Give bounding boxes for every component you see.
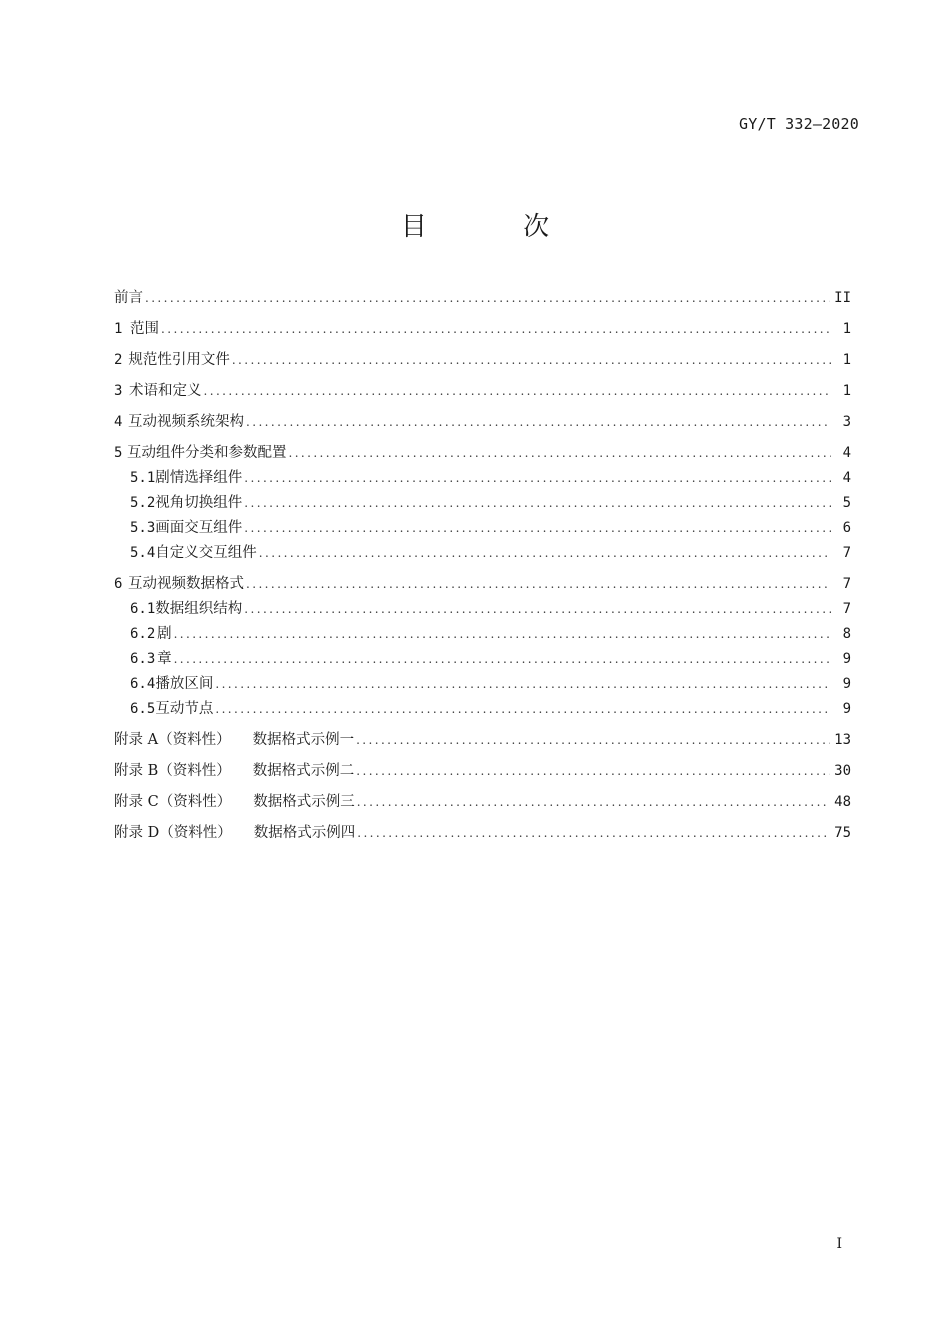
toc-entry-number: 5.4 bbox=[130, 545, 156, 561]
toc-entry-page: 4 bbox=[842, 470, 851, 486]
toc-entry-number: 5 bbox=[114, 445, 123, 461]
toc-entry-5[interactable] bbox=[114, 441, 851, 466]
toc-entry-foreword[interactable] bbox=[114, 286, 851, 311]
toc-entry-6-2[interactable] bbox=[114, 622, 851, 647]
toc-entry-page: 7 bbox=[842, 545, 851, 561]
toc-entry-page: 30 bbox=[834, 763, 851, 779]
toc-entry-page: 5 bbox=[842, 495, 851, 511]
toc-entry-page: 7 bbox=[842, 601, 851, 617]
table-of-contents bbox=[114, 286, 851, 846]
toc-leader-dots bbox=[215, 697, 831, 722]
toc-entry-5-2[interactable] bbox=[114, 491, 851, 516]
toc-entry-6-5[interactable] bbox=[114, 697, 851, 722]
toc-entry-label: 互动视频数据格式 bbox=[128, 576, 245, 592]
toc-entry-2[interactable] bbox=[114, 348, 851, 373]
toc-entry-label: 剧 bbox=[157, 626, 172, 642]
toc-entry-label: 范围 bbox=[130, 321, 160, 337]
toc-entry-page: 4 bbox=[842, 445, 851, 461]
appendix-tag: 附录 B（资料性） bbox=[114, 763, 231, 779]
appendix-tag: 附录 A（资料性） bbox=[114, 732, 231, 748]
toc-entry-page: 75 bbox=[834, 825, 851, 841]
toc-leader-dots bbox=[246, 572, 831, 597]
toc-entry-number: 5.1 bbox=[130, 470, 156, 486]
toc-entry-label: 数据格式示例三 bbox=[253, 794, 355, 810]
toc-entry-page: 6 bbox=[842, 520, 851, 536]
toc-entry-page: 1 bbox=[842, 352, 851, 368]
toc-entry-number: 2 bbox=[114, 352, 123, 368]
toc-entry-appendix-b[interactable] bbox=[114, 759, 851, 784]
toc-entry-page: 8 bbox=[842, 626, 851, 642]
toc-entry-label: 画面交互组件 bbox=[155, 520, 243, 536]
toc-leader-dots bbox=[244, 597, 831, 622]
toc-entry-5-1[interactable] bbox=[114, 466, 851, 491]
toc-leader-dots bbox=[244, 516, 831, 541]
toc-entry-number: 5.3 bbox=[130, 520, 156, 536]
toc-entry-label: 数据组织结构 bbox=[155, 601, 243, 617]
toc-entry-page: 3 bbox=[842, 414, 851, 430]
toc-entry-label: 术语和定义 bbox=[129, 383, 202, 399]
toc-leader-dots bbox=[145, 286, 830, 311]
toc-entry-number: 6.3 bbox=[130, 651, 156, 667]
toc-entry-page: 7 bbox=[842, 576, 851, 592]
toc-entry-label: 自定义交互组件 bbox=[155, 545, 257, 561]
toc-entry-label: 播放区间 bbox=[155, 676, 214, 692]
toc-entry-page: 9 bbox=[842, 651, 851, 667]
toc-leader-dots bbox=[244, 491, 831, 516]
toc-entry-label: 数据格式示例二 bbox=[252, 763, 355, 779]
toc-leader-dots bbox=[357, 790, 830, 815]
toc-entry-number: 6.5 bbox=[130, 701, 156, 717]
appendix-tag: 附录 C（资料性） bbox=[114, 794, 232, 810]
toc-entry-6-3[interactable] bbox=[114, 647, 851, 672]
page-number: I bbox=[836, 1236, 842, 1252]
toc-entry-page: 9 bbox=[842, 701, 851, 717]
toc-entry-6[interactable] bbox=[114, 572, 851, 597]
toc-leader-dots bbox=[161, 317, 831, 342]
toc-entry-label: 数据格式示例一 bbox=[252, 732, 355, 748]
toc-entry-label: 互动组件分类和参数配置 bbox=[126, 445, 287, 461]
toc-entry-label: 视角切换组件 bbox=[155, 495, 243, 511]
toc-entry-label: 章 bbox=[157, 651, 172, 667]
toc-entry-page: 48 bbox=[834, 794, 851, 810]
toc-leader-dots bbox=[357, 821, 830, 846]
toc-leader-dots bbox=[232, 348, 831, 373]
toc-entry-label: 数据格式示例四 bbox=[253, 825, 356, 841]
toc-entry-number: 3 bbox=[114, 383, 123, 399]
toc-leader-dots bbox=[174, 647, 831, 672]
toc-entry-page: 9 bbox=[842, 676, 851, 692]
toc-entry-page: 1 bbox=[842, 321, 851, 337]
toc-entry-page: 13 bbox=[834, 732, 851, 748]
toc-entry-4[interactable] bbox=[114, 410, 851, 435]
toc-leader-dots bbox=[174, 622, 831, 647]
toc-entry-label: 互动视频系统架构 bbox=[128, 414, 245, 430]
toc-entry-number: 6.1 bbox=[130, 601, 156, 617]
toc-entry-label: 剧情选择组件 bbox=[155, 470, 243, 486]
toc-leader-dots bbox=[356, 728, 830, 753]
toc-entry-3[interactable] bbox=[114, 379, 851, 404]
page-title: 目 次 bbox=[400, 212, 594, 242]
toc-leader-dots bbox=[246, 410, 831, 435]
toc-entry-6-1[interactable] bbox=[114, 597, 851, 622]
toc-entry-page: II bbox=[834, 290, 851, 306]
toc-leader-dots bbox=[204, 379, 831, 404]
toc-entry-number: 6.4 bbox=[130, 676, 156, 692]
toc-leader-dots bbox=[356, 759, 830, 784]
toc-entry-appendix-d[interactable] bbox=[114, 821, 851, 846]
toc-leader-dots bbox=[215, 672, 831, 697]
toc-entry-5-4[interactable] bbox=[114, 541, 851, 566]
toc-leader-dots bbox=[259, 541, 831, 566]
toc-entry-number: 6.2 bbox=[130, 626, 156, 642]
toc-entry-number: 1 bbox=[114, 321, 123, 337]
toc-entry-appendix-a[interactable] bbox=[114, 728, 851, 753]
appendix-tag: 附录 D（资料性） bbox=[114, 825, 232, 841]
toc-leader-dots bbox=[288, 441, 831, 466]
toc-entry-label: 规范性引用文件 bbox=[128, 352, 230, 368]
toc-entry-number: 4 bbox=[114, 414, 123, 430]
toc-entry-page: 1 bbox=[842, 383, 851, 399]
toc-entry-1[interactable] bbox=[114, 317, 851, 342]
toc-entry-label: 前言 bbox=[114, 290, 143, 306]
toc-entry-appendix-c[interactable] bbox=[114, 790, 851, 815]
toc-entry-number: 6 bbox=[114, 576, 123, 592]
toc-entry-label: 互动节点 bbox=[155, 701, 214, 717]
toc-entry-5-3[interactable] bbox=[114, 516, 851, 541]
document-code: GY/T 332—2020 bbox=[739, 115, 859, 133]
toc-entry-6-4[interactable] bbox=[114, 672, 851, 697]
toc-entry-number: 5.2 bbox=[130, 495, 156, 511]
toc-leader-dots bbox=[244, 466, 831, 491]
